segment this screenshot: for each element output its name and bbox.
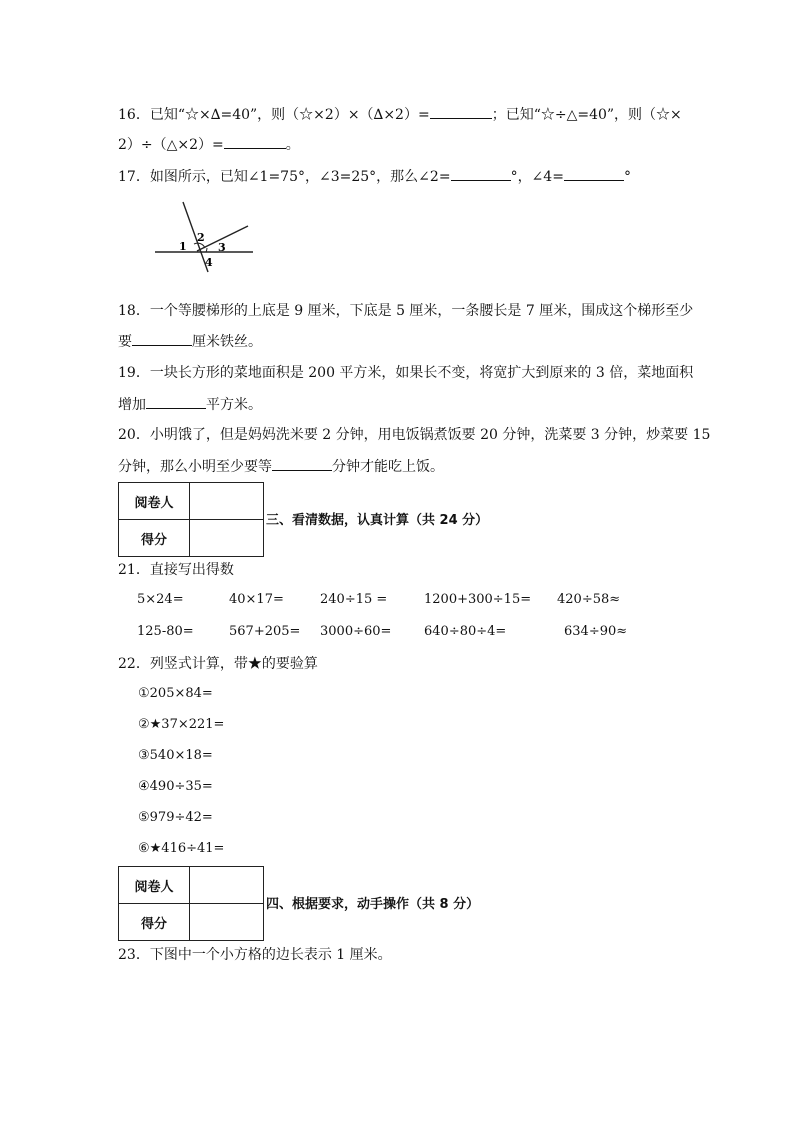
angle-label-4: 4	[205, 256, 213, 269]
q16-text-b: ；已知“☆÷△=40”，则（☆×	[491, 107, 682, 123]
reviewer-label: 阅卷人	[119, 483, 190, 520]
q16-answer-blank-2[interactable]	[224, 134, 286, 149]
q17-text-a: 17．如图所示，已知∠1=75°，∠3=25°，那么∠2=	[118, 169, 451, 185]
q19-text-a: 增加	[118, 397, 146, 413]
q20-line1: 20．小明饿了，但是妈妈洗米要 2 分钟，用电饭锅煮饭要 20 分钟，洗菜要 3 分钟，炒菜要 15	[118, 427, 711, 443]
q18-text-b: 厘米铁丝。	[192, 334, 262, 350]
q18-text-a: 要	[118, 334, 132, 350]
grade-box-section3	[118, 482, 264, 557]
vertical-calc-item: ⑤979÷42=	[138, 810, 213, 825]
q20-answer-blank[interactable]	[272, 456, 332, 471]
score-label: 得分	[119, 904, 190, 941]
reviewer-cell[interactable]	[190, 483, 264, 520]
calc-item: 420÷58≈	[557, 592, 621, 607]
grade-box-section4	[118, 866, 264, 941]
vertical-calc-item: ①205×84=	[138, 686, 213, 701]
calc-item: 240÷15 =	[320, 592, 388, 607]
q17-answer-blank-1[interactable]	[451, 166, 511, 181]
calc-item: 125-80=	[137, 624, 194, 639]
q20-text-b: 分钟才能吃上饭。	[332, 459, 444, 475]
calc-item: 640÷80÷4=	[424, 624, 507, 639]
q16-text-c: 2）÷（△×2）=	[118, 137, 224, 153]
calc-item: 40×17=	[229, 592, 284, 607]
q16-answer-blank-1[interactable]	[430, 104, 492, 119]
section3-title: 三、看清数据，认真计算（共 24 分）	[266, 513, 489, 528]
q19-text-b: 平方米。	[206, 397, 262, 413]
q16-text-a: 16．已知“☆×∆=40”，则（☆×2）×（∆×2）=	[118, 107, 430, 123]
reviewer-label: 阅卷人	[119, 867, 190, 904]
calc-item: 634÷90≈	[564, 624, 628, 639]
score-cell[interactable]	[190, 904, 264, 941]
q19-line2	[118, 394, 262, 415]
q20-line2	[118, 456, 444, 477]
q19-answer-blank[interactable]	[146, 394, 206, 409]
score-cell[interactable]	[190, 520, 264, 557]
calc-item: 3000÷60=	[320, 624, 392, 639]
calc-item: 5×24=	[137, 592, 184, 607]
reviewer-cell[interactable]	[190, 867, 264, 904]
q19-line1: 19．一块长方形的菜地面积是 200 平方米，如果长不变，将宽扩大到原来的 3 倍，菜地面积	[118, 365, 694, 381]
q23-text: 23．下图中一个小方格的边长表示 1 厘米。	[118, 947, 392, 963]
vertical-calc-item: ⑥★416÷41=	[138, 841, 225, 856]
q18-line2	[118, 331, 262, 352]
q21-title: 21．直接写出得数	[118, 562, 234, 578]
vertical-calc-item: ④490÷35=	[138, 779, 213, 794]
q16-line2	[118, 134, 300, 155]
vertical-calc-item: ②★37×221=	[138, 717, 225, 732]
q17-answer-blank-2[interactable]	[564, 166, 624, 181]
angle-label-3: 3	[218, 241, 226, 254]
q20-text-a: 分钟，那么小明至少要等	[118, 459, 272, 475]
q16-line1	[118, 104, 682, 125]
angle-label-1: 1	[179, 240, 187, 253]
angle-figure	[150, 196, 260, 276]
q22-title: 22．列竖式计算，带★的要验算	[118, 656, 318, 672]
calc-item: 567+205=	[229, 624, 301, 639]
q17-text-c: °	[623, 169, 631, 185]
vertical-calc-item: ③540×18=	[138, 748, 213, 763]
angle-label-2: 2	[197, 231, 205, 244]
q18-answer-blank[interactable]	[132, 331, 192, 346]
q18-line1: 18．一个等腰梯形的上底是 9 厘米，下底是 5 厘米，一条腰长是 7 厘米，围成这个梯形至少	[118, 303, 694, 319]
score-label: 得分	[119, 520, 190, 557]
calc-item: 1200+300÷15=	[424, 592, 532, 607]
q17-line	[118, 166, 631, 187]
q17-text-b: °，∠4=	[510, 169, 564, 185]
section4-title: 四、根据要求，动手操作（共 8 分）	[266, 897, 480, 912]
q16-text-d: 。	[285, 137, 300, 153]
